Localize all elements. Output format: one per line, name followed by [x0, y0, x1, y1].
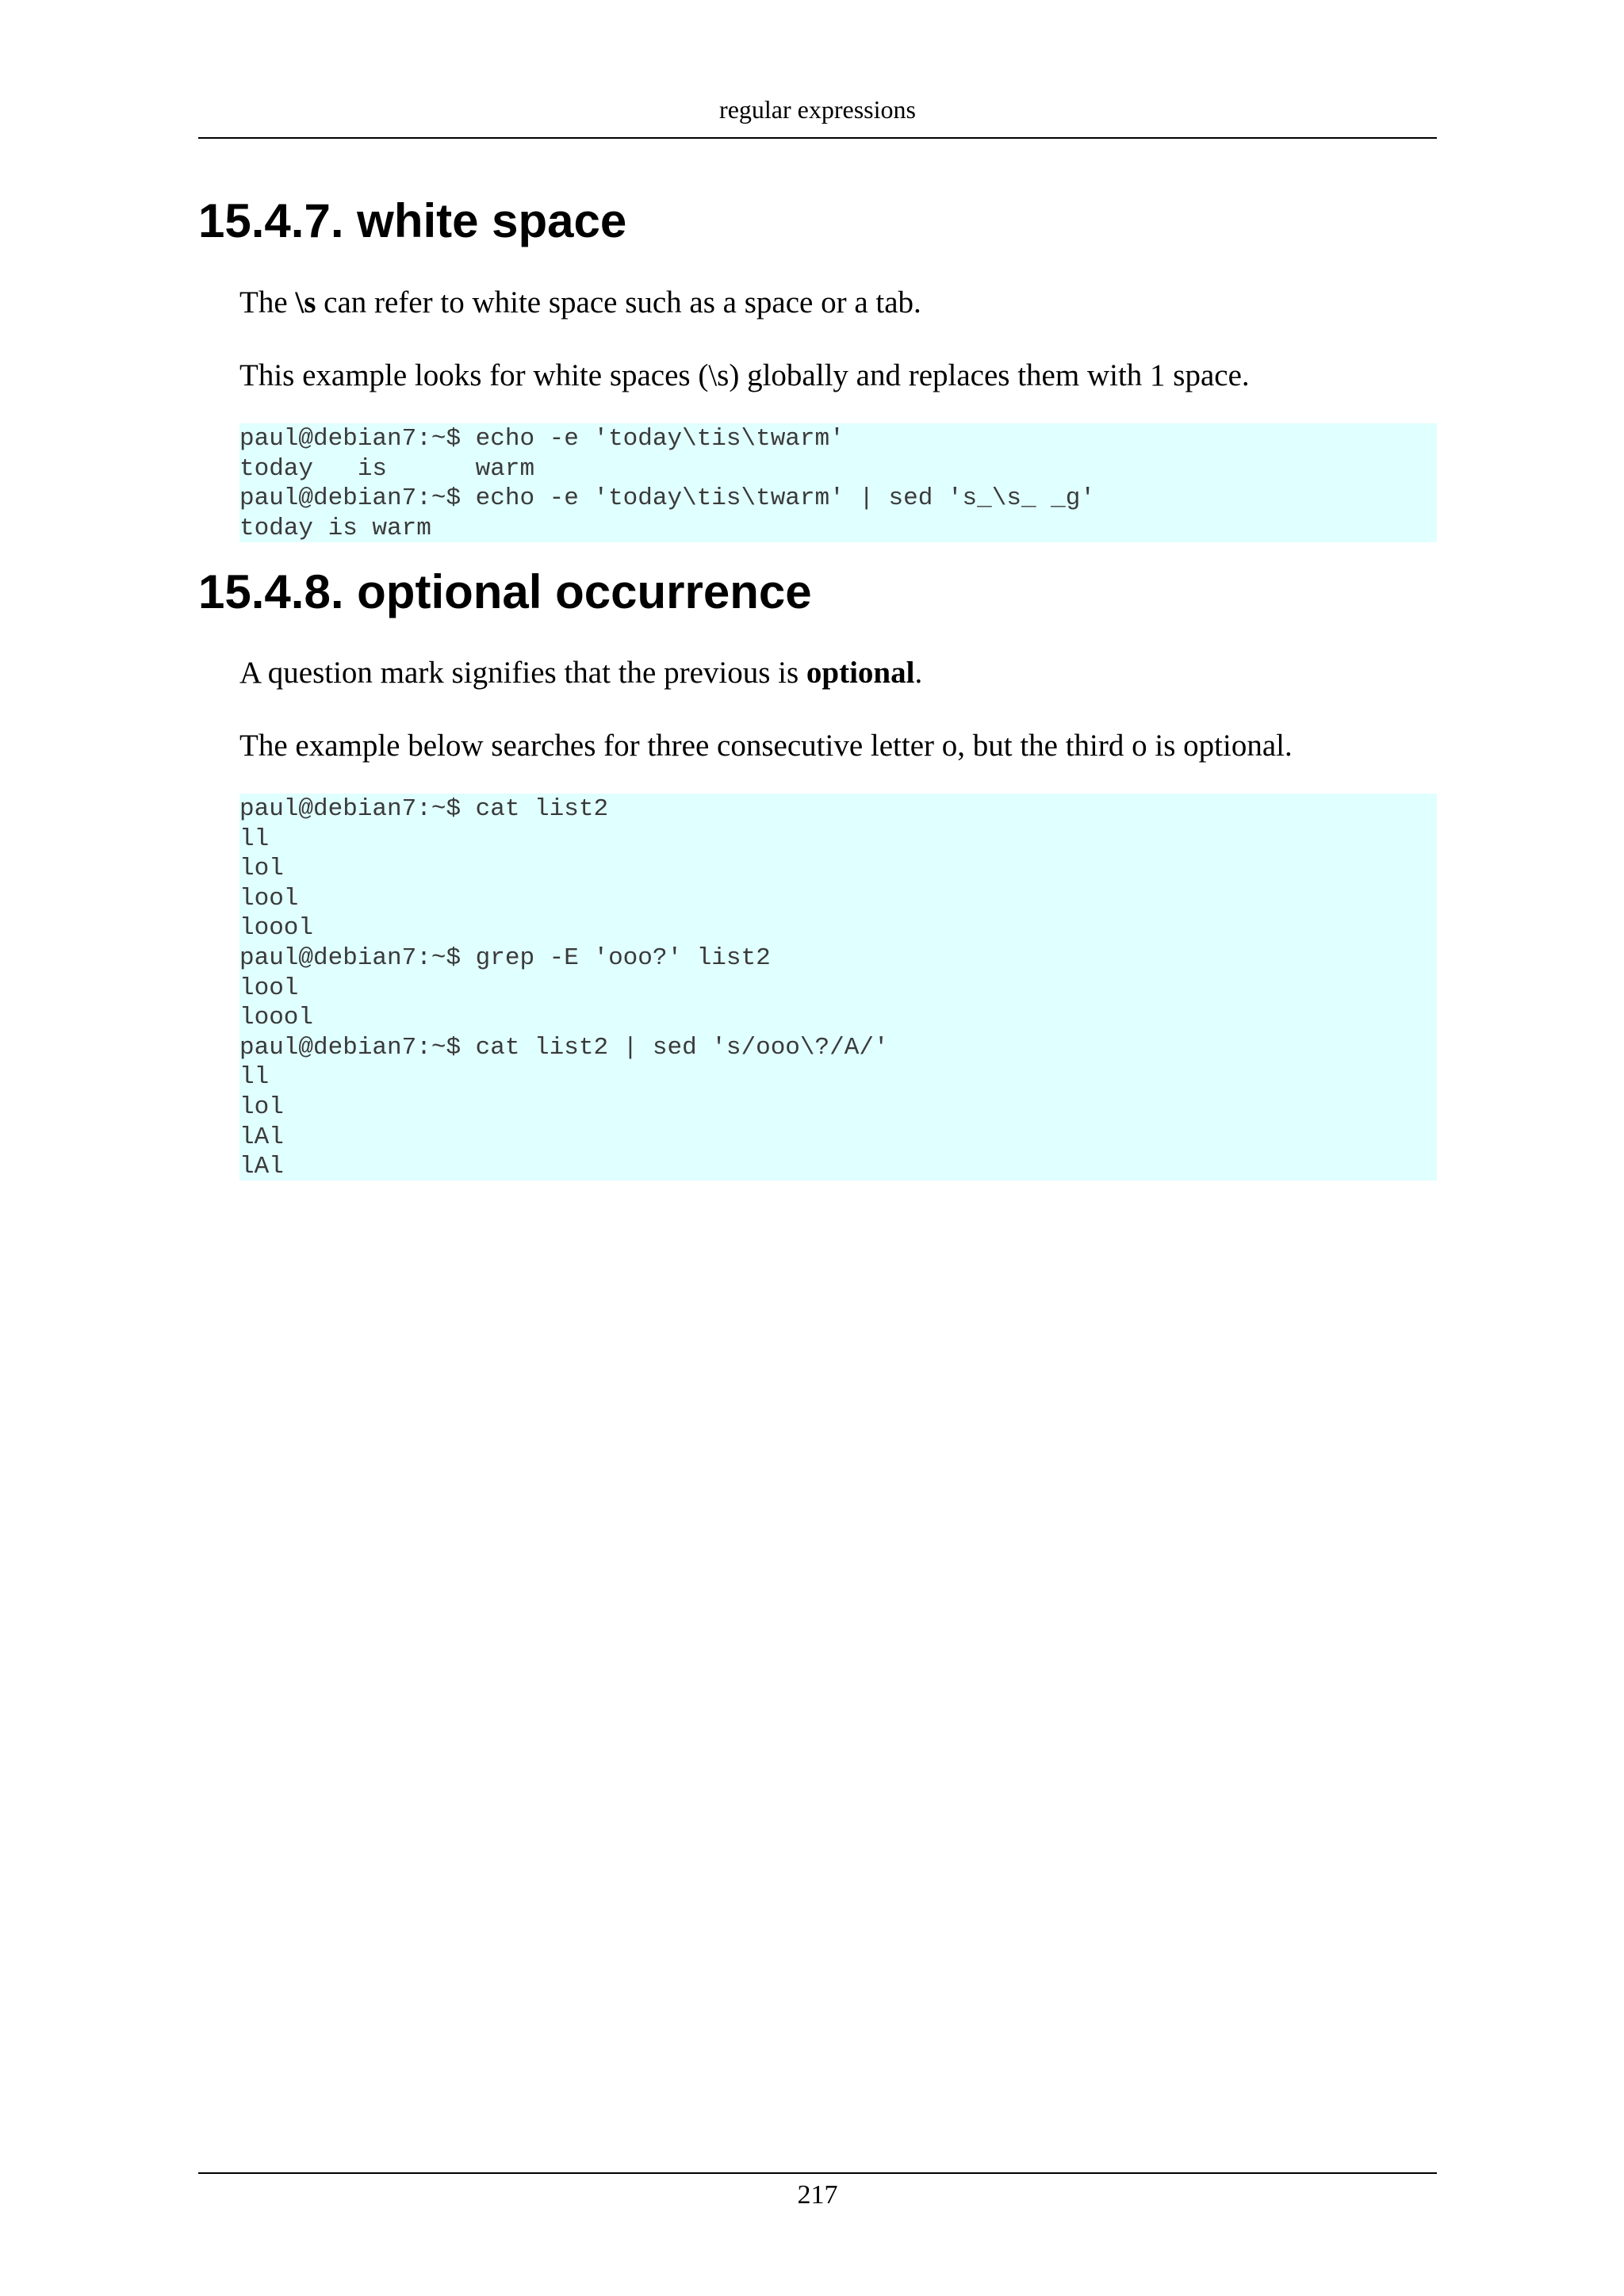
footer-rule [198, 2172, 1437, 2174]
text-segment: can refer to white space such as a space or a tab. [316, 285, 921, 320]
section-heading-white-space: 15.4.7. white space [198, 194, 627, 247]
running-header: regular expressions [719, 95, 916, 124]
code-line: lAl [239, 1123, 284, 1151]
header-rule [198, 137, 1437, 139]
page-number: 217 [797, 2180, 838, 2210]
text-segment: . [914, 656, 923, 690]
optional-intro-paragraph [239, 655, 922, 691]
code-block-white-space [239, 423, 1437, 542]
code-block-optional-occurrence [239, 794, 1437, 1181]
code-line: paul@debian7:~$ cat list2 [239, 795, 609, 823]
code-line: paul@debian7:~$ echo -e 'today\tis\twarm' [239, 425, 845, 453]
white-space-example-paragraph: This example looks for white spaces (\s) globally and replaces them with 1 space. [239, 358, 1250, 392]
bold-term: \s [295, 285, 316, 320]
code-line: loool [239, 1004, 314, 1032]
code-line: ll [239, 1063, 270, 1092]
text-segment: A question mark signifies that the previous is [239, 656, 806, 690]
section-heading-optional-occurrence: 15.4.8. optional occurrence [198, 565, 812, 618]
code-line: lol [239, 855, 284, 883]
text-segment: The [239, 285, 296, 320]
bold-term: optional [806, 656, 915, 690]
code-line: lAl [239, 1153, 284, 1181]
code-line: lol [239, 1093, 284, 1121]
white-space-intro-paragraph [239, 285, 921, 321]
code-line: loool [239, 914, 314, 943]
code-line: lool [239, 974, 299, 1002]
optional-example-paragraph: The example below searches for three consecutive letter o, but the third o is optional. [239, 729, 1293, 763]
code-line: today is warm [239, 454, 535, 483]
code-line: lool [239, 884, 299, 913]
code-line: ll [239, 825, 270, 853]
code-line: paul@debian7:~$ cat list2 | sed 's/ooo\?/A/' [239, 1033, 889, 1062]
code-line: paul@debian7:~$ echo -e 'today\tis\twarm' | sed 's_\s_ _g' [239, 484, 1095, 513]
code-line: today is warm [239, 514, 431, 542]
code-line: paul@debian7:~$ grep -E 'ooo?' list2 [239, 943, 771, 972]
